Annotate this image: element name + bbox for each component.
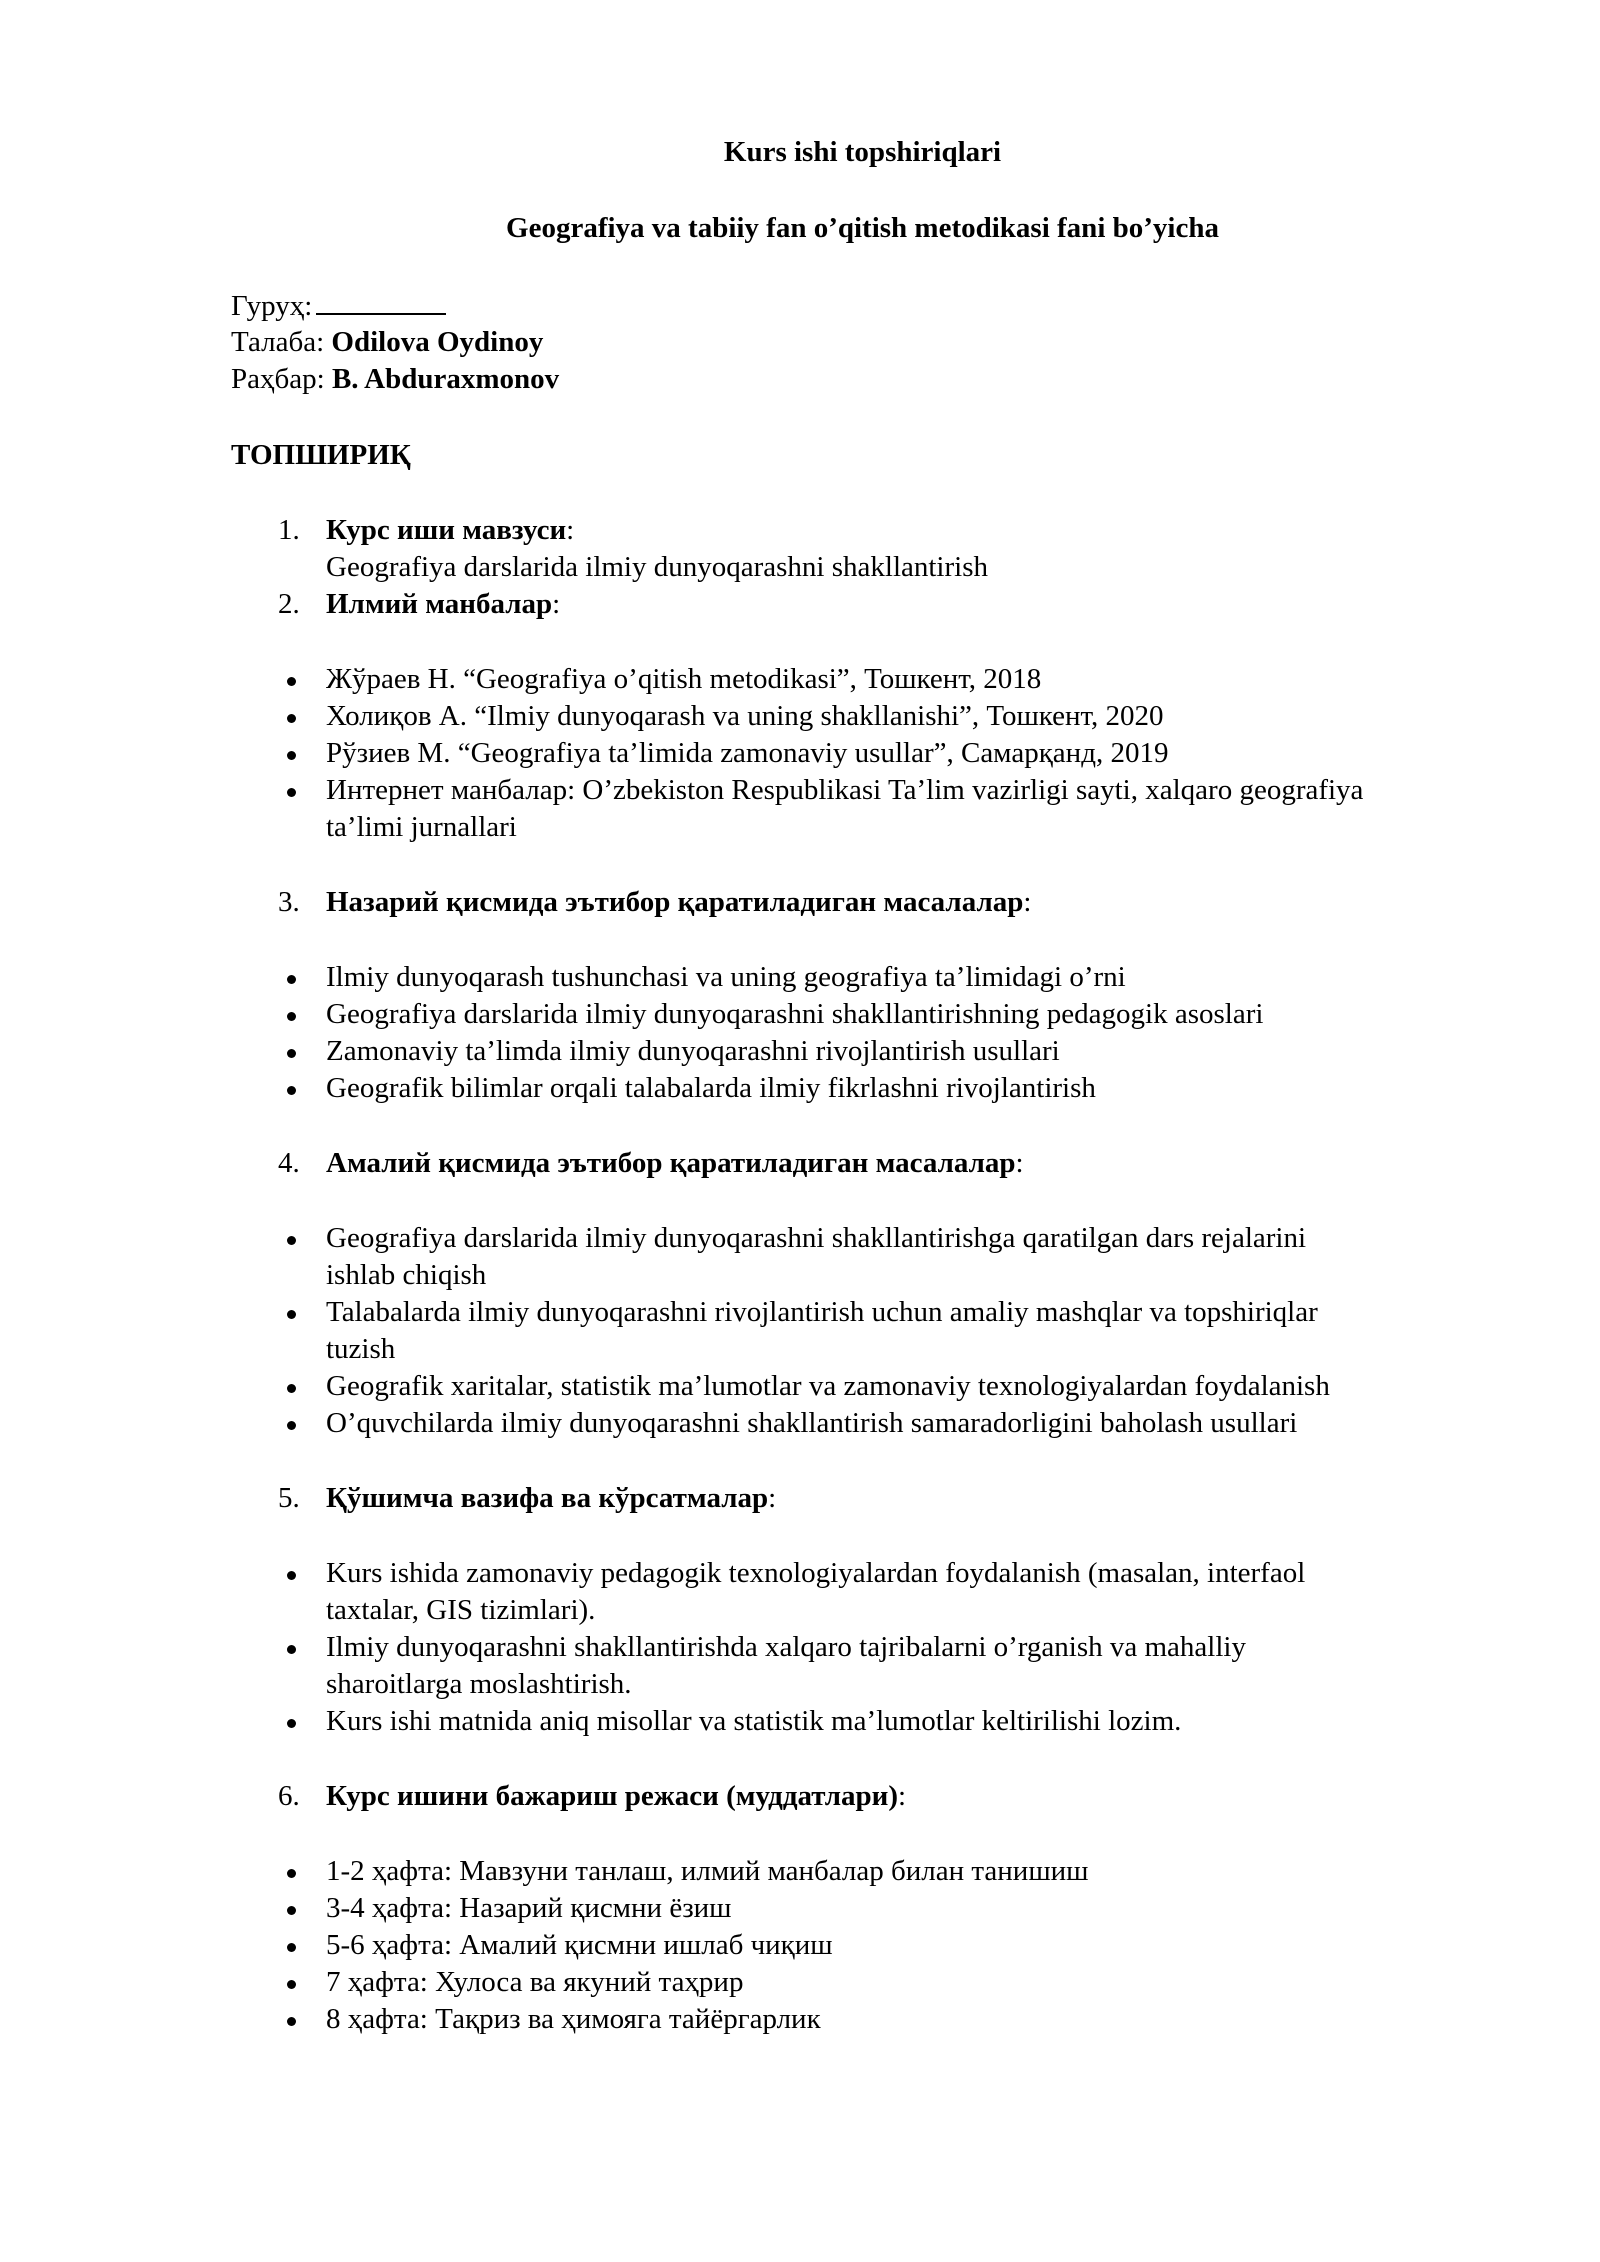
list-item-line-2: tuzish [326, 1333, 396, 1365]
list-item: Жўраев Н. “Geografiya o’qitish metodikasi”, Тошкент, 2018 [326, 663, 1042, 695]
list-item-line-2: sharoitlarga moslashtirish. [326, 1668, 632, 1700]
list-item: O’quvchilarda ilmiy dunyoqarashni shakllantirish samaradorligini baholash usullari [326, 1407, 1298, 1439]
group-blank-field [316, 287, 446, 315]
bullet-icon [287, 2017, 296, 2026]
advisor-label: Раҳбар: [231, 363, 325, 395]
list-item-line-1: Talabalarda ilmiy dunyoqarashni rivojlantirish uchun amaliy mashqlar va topshiriqlar [326, 1296, 1318, 1328]
list-item: Ilmiy dunyoqarash tushunchasi va uning geografiya ta’limidagi o’rni [326, 961, 1126, 993]
section-heading-line [326, 586, 560, 623]
section-number: 1. [278, 514, 300, 546]
list-item: Холиқов А. “Ilmiy dunyoqarash va uning shakllanishi”, Тошкент, 2020 [326, 700, 1164, 732]
section-number: 2. [278, 588, 300, 620]
list-item-line-2: ishlab chiqish [326, 1259, 487, 1291]
bullet-icon [287, 1421, 296, 1430]
list-item-line-1: Интернет манбалар: O’zbekiston Respublikasi Ta’lim vazirligi sayti, xalqaro geografiya [326, 774, 1364, 806]
advisor-name: B. Abduraxmonov [331, 363, 560, 395]
bullet-icon [287, 751, 296, 760]
bullet-icon [287, 1086, 296, 1095]
section-heading-line [326, 1778, 906, 1815]
list-item-line-2: ta’limi jurnallari [326, 811, 517, 843]
list-item-line-1: Ilmiy dunyoqarashni shakllantirishda xalqaro tajribalarni o’rganish va mahalliy [326, 1631, 1246, 1663]
section-colon: : [1023, 886, 1032, 918]
bullet-icon [287, 1980, 296, 1989]
bullet-icon [287, 1869, 296, 1878]
list-item-line-1: Kurs ishida zamonaviy pedagogik texnologiyalardan foydalanish (masalan, interfaol [326, 1557, 1306, 1589]
section-colon: : [552, 588, 561, 620]
section-number: 6. [278, 1780, 300, 1812]
list-item: 8 ҳафта: Тақриз ва ҳимояга тайёргарлик [326, 2003, 821, 2035]
bullet-icon [287, 1571, 296, 1580]
list-item: Geografik xaritalar, statistik ma’lumotlar va zamonaviy texnologiyalardan foydalanish [326, 1370, 1330, 1402]
section-heading: Курс иши мавзуси [326, 514, 567, 546]
section-number: 5. [278, 1482, 300, 1514]
bullet-icon [287, 1310, 296, 1319]
bullet-icon [287, 1384, 296, 1393]
section-colon: : [768, 1482, 777, 1514]
section-number: 3. [278, 886, 300, 918]
section-heading-line [326, 1145, 1024, 1182]
section-body: Geografiya darslarida ilmiy dunyoqarashni shakllantirish [326, 551, 988, 583]
bullet-icon [287, 677, 296, 686]
student-label: Талаба: [231, 326, 325, 358]
section-heading: Курс ишини бажариш режаси (муддатлари) [326, 1780, 899, 1812]
bullet-icon [287, 788, 296, 797]
bullet-icon [287, 1719, 296, 1728]
bullet-icon [287, 1049, 296, 1058]
list-item: 5-6 ҳафта: Амалий қисмни ишлаб чиқиш [326, 1929, 833, 1961]
section-heading-line [326, 884, 1031, 921]
bullet-icon [287, 1012, 296, 1021]
list-item: 3-4 ҳафта: Назарий қисмни ёзиш [326, 1892, 732, 1924]
list-item: Рўзиев М. “Geografiya ta’limida zamonaviy usullar”, Самарқанд, 2019 [326, 737, 1169, 769]
section-heading: Назарий қисмида эътибор қаратиладиган масалалар [326, 886, 1024, 918]
section-number: 4. [278, 1147, 300, 1179]
advisor-line [231, 361, 559, 398]
bullet-icon [287, 975, 296, 984]
list-item: Zamonaviy ta’limda ilmiy dunyoqarashni rivojlantirish usullari [326, 1035, 1060, 1067]
section-heading: Амалий қисмида эътибор қаратиладиган масалалар [326, 1147, 1016, 1179]
section-colon: : [566, 514, 575, 546]
list-item: Geografiya darslarida ilmiy dunyoqarashni shakllantirishning pedagogik asoslari [326, 998, 1264, 1030]
list-item-line-2: taxtalar, GIS tizimlari). [326, 1594, 596, 1626]
document-title: Kurs ishi topshiriqlari [723, 136, 1002, 168]
list-item: 7 ҳафта: Хулоса ва якуний таҳрир [326, 1966, 744, 1998]
student-line [231, 324, 543, 361]
task-heading: ТОПШИРИҚ [231, 439, 411, 471]
list-item: Geografik bilimlar orqali talabalarda ilmiy fikrlashni rivojlantirish [326, 1072, 1096, 1104]
section-heading-line [326, 512, 574, 549]
document-subtitle: Geografiya va tabiiy fan o’qitish metodikasi fani bo’yicha [506, 212, 1219, 244]
bullet-icon [287, 714, 296, 723]
bullet-icon [287, 1645, 296, 1654]
section-colon: : [1015, 1147, 1024, 1179]
section-heading: Илмий манбалар [326, 588, 553, 620]
bullet-icon [287, 1906, 296, 1915]
bullet-icon [287, 1943, 296, 1952]
section-heading: Қўшимча вазифа ва кўрсатмалар [326, 1482, 769, 1514]
student-name: Odilova Oydinoy [331, 326, 544, 358]
list-item: 1-2 ҳафта: Мавзуни танлаш, илмий манбалар билан танишиш [326, 1855, 1089, 1887]
bullet-icon [287, 1236, 296, 1245]
group-line [231, 287, 446, 325]
group-label: Гуруҳ: [231, 290, 313, 322]
list-item-line-1: Geografiya darslarida ilmiy dunyoqarashni shakllantirishga qaratilgan dars rejalarini [326, 1222, 1307, 1254]
list-item: Kurs ishi matnida aniq misollar va statistik ma’lumotlar keltirilishi lozim. [326, 1705, 1182, 1737]
section-colon: : [898, 1780, 907, 1812]
section-heading-line [326, 1480, 776, 1517]
